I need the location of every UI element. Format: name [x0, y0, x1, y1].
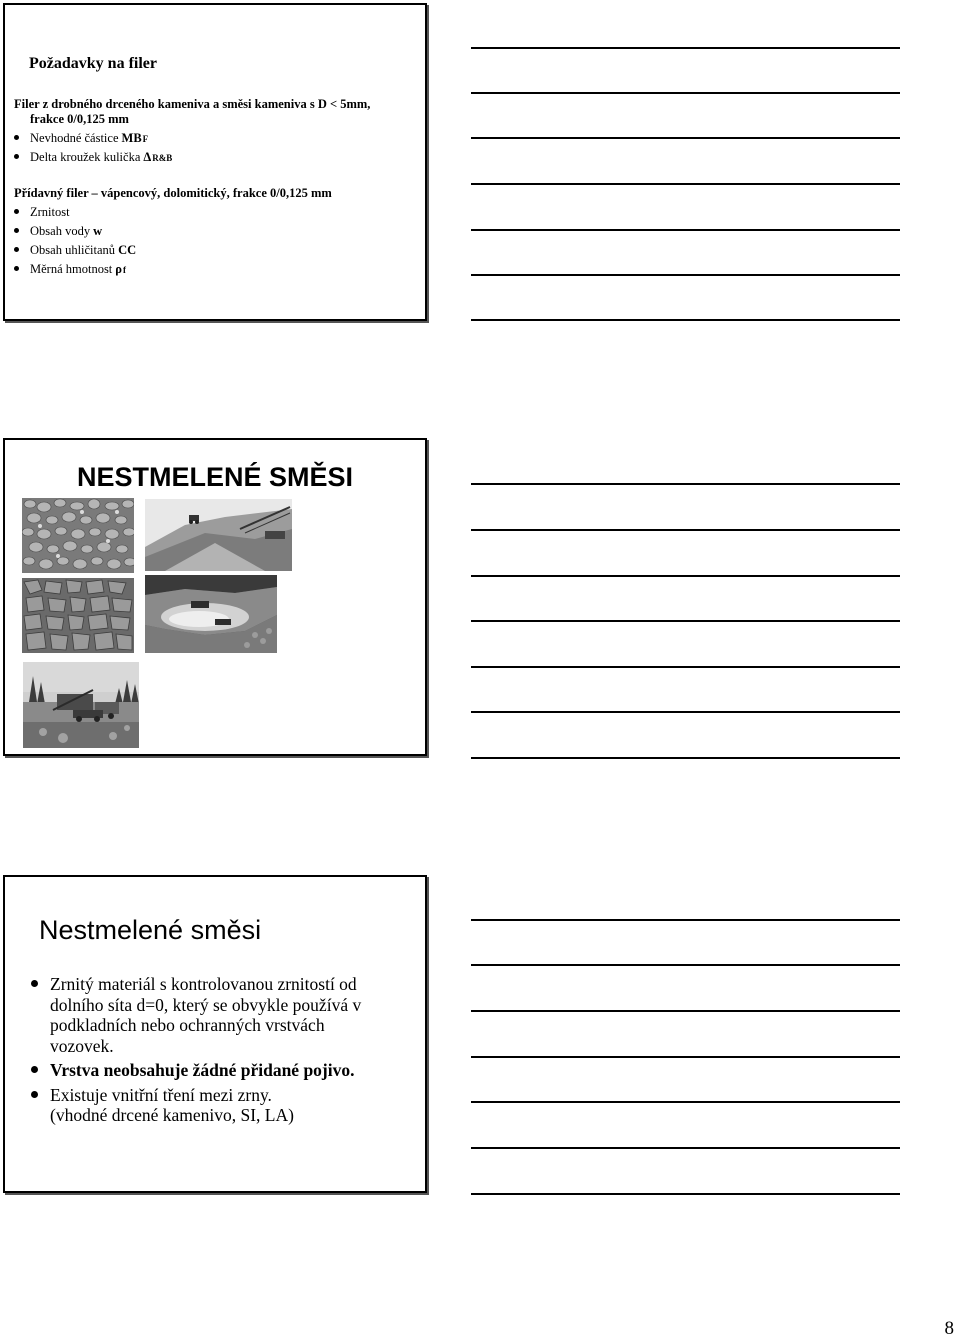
list-item: Vrstva neobsahuje žádné přidané pojivo. — [31, 1060, 421, 1081]
note-line — [471, 483, 900, 485]
bullet-icon — [31, 980, 38, 987]
note-line — [471, 757, 900, 759]
note-line — [471, 1101, 900, 1103]
note-line — [471, 1056, 900, 1058]
slide-3 — [3, 875, 427, 1193]
list-item: Zrnitý materiál s kontrolovanou zrnitostí od dolního síta d=0, který se obvykle používá v podkladních nebo ochranných vrstvách vozovek. — [31, 974, 421, 1056]
section-1-heading — [14, 97, 370, 127]
quarry-conveyor-photo — [145, 499, 292, 571]
note-line — [471, 319, 900, 321]
mobile-crusher-photo — [23, 662, 139, 748]
rock-pile-photo — [22, 578, 134, 653]
note-line — [471, 92, 900, 94]
bullet-icon — [31, 1091, 38, 1098]
slide-2-title: NESTMELENÉ SMĚSI — [76, 462, 354, 492]
slide-3-title: Nestmelené směsi — [39, 915, 262, 945]
bullet-icon — [31, 1066, 38, 1073]
section-1-heading-line-2: frakce 0/0,125 mm — [30, 112, 129, 126]
note-line — [471, 1193, 900, 1195]
section-1-item: Nevhodné částice MB F — [14, 131, 148, 147]
quarry-lake-photo — [145, 575, 277, 653]
note-line — [471, 47, 900, 49]
note-line — [471, 1010, 900, 1012]
note-line — [471, 964, 900, 966]
note-line — [471, 274, 900, 276]
section-2-heading: Přídavný filer – vápencový, dolomitický, frakce 0/0,125 mm — [14, 186, 332, 200]
slide-1 — [3, 3, 427, 321]
slide-2 — [3, 438, 427, 756]
bullet-icon — [14, 135, 19, 140]
section-1-item: Delta kroužek kulička Δ R&B — [14, 150, 172, 166]
note-line — [471, 529, 900, 531]
section-2-item: Obsah vody w — [14, 224, 102, 239]
bullet-icon — [14, 228, 19, 233]
note-line — [471, 1147, 900, 1149]
note-line — [471, 183, 900, 185]
note-line — [471, 919, 900, 921]
bullet-icon — [14, 266, 19, 271]
bullet-icon — [14, 154, 19, 159]
note-line — [471, 229, 900, 231]
note-line — [471, 575, 900, 577]
section-2-item: Obsah uhličitanů CC — [14, 243, 136, 258]
section-2-item: Měrná hmotnost ρ f — [14, 262, 126, 278]
crushed-aggregate-photo — [22, 498, 134, 573]
list-item: Existuje vnitřní tření mezi zrny. — [31, 1085, 421, 1106]
slide-3-note: (vhodné drcené kamenivo, SI, LA) — [50, 1105, 294, 1125]
section-1-heading-line-1: Filer z drobného drceného kameniva a směsi kameniva s D < 5mm, — [14, 97, 371, 111]
bullet-icon — [14, 247, 19, 252]
section-2-item: Zrnitost — [14, 205, 70, 220]
slide-1-title: Požadavky na filer — [29, 55, 157, 72]
note-line — [471, 620, 900, 622]
note-line — [471, 666, 900, 668]
slide-3-bullet-list — [31, 974, 421, 1126]
note-line — [471, 137, 900, 139]
page-number: 8 — [944, 1318, 954, 1339]
bullet-icon — [14, 209, 19, 214]
note-line — [471, 711, 900, 713]
